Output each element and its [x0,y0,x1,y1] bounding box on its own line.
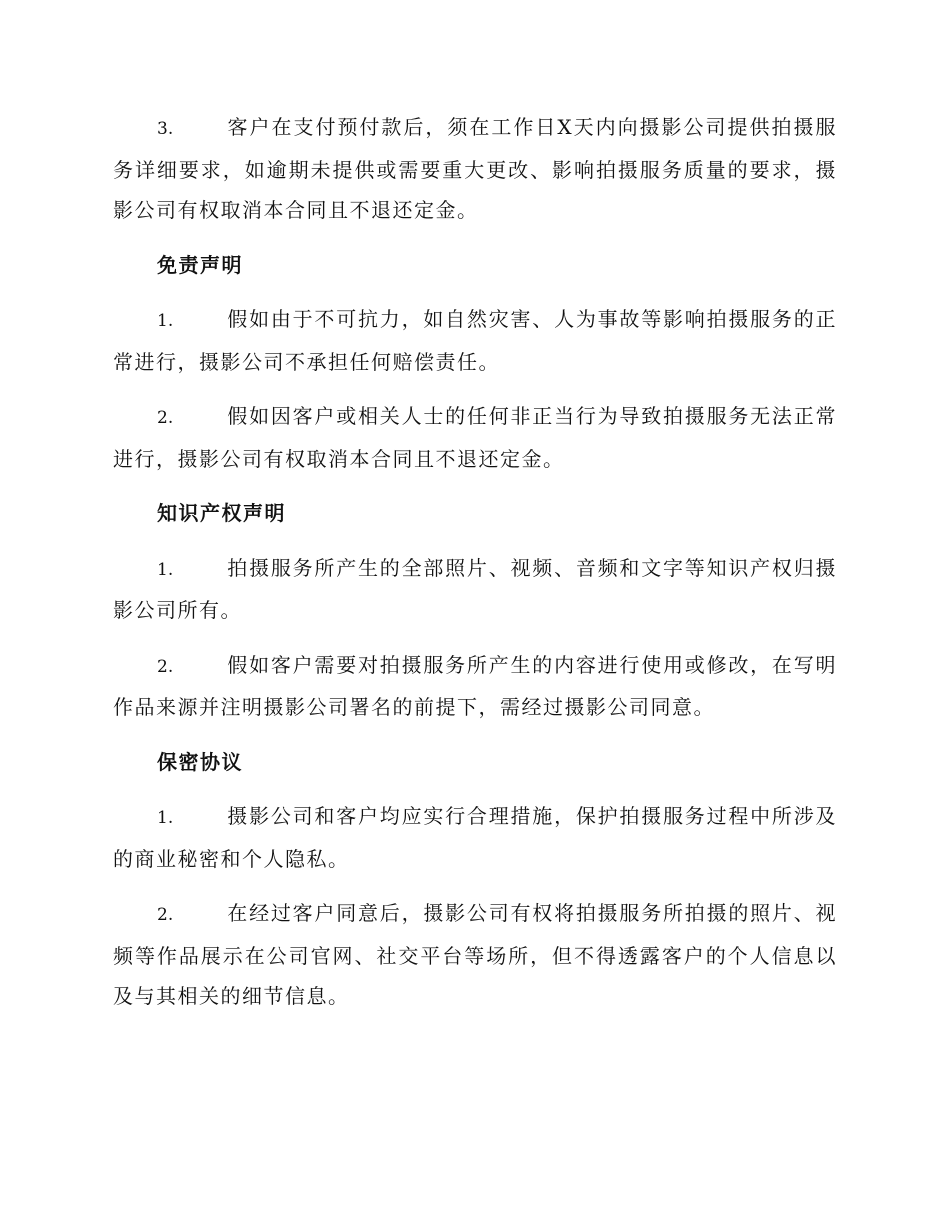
document-body [113,107,837,1031]
ip-clause-2 [113,645,837,728]
section-heading-confidentiality: 保密协议 [157,749,243,774]
clause-3 [113,107,837,231]
confidentiality-clause-1 [113,796,837,879]
clause-number: 2. [157,656,174,677]
clause-number: 1. [157,311,174,331]
clause-text: 在经过客户同意后，摄影公司有权将拍摄服务所拍摄的照片、视频等作品展示在公司官网、社交平台等场所，但不得透露客户的个人信息以及与其相关的细节信息。 [113,901,837,1008]
clause-number: 1. [157,559,174,580]
clause-number: 2. [157,905,174,925]
clause-text: 客户在支付预付款后，须在工作日X天内向摄影公司提供拍摄服务详细要求，如逾期未提供或需要重大更改、影响拍摄服务质量的要求，摄影公司有权取消本合同且不退还定金。 [113,115,837,222]
clause-number: 1. [157,808,174,828]
clause-text: 拍摄服务所产生的全部照片、视频、音频和文字等知识产权归摄影公司所有。 [113,555,837,622]
clause-number: 3. [157,119,174,139]
section-heading-disclaimer: 免责声明 [157,252,243,277]
disclaimer-clause-1 [113,299,837,382]
clause-text: 假如客户需要对拍摄服务所产生的内容进行使用或修改，在写明作品来源并注明摄影公司署名的前提下，需经过摄影公司同意。 [113,652,837,719]
clause-text: 假如由于不可抗力，如自然灾害、人为事故等影响拍摄服务的正常进行，摄影公司不承担任何赔偿责任。 [113,307,837,374]
ip-clause-1 [113,548,837,631]
confidentiality-clause-2 [113,893,837,1017]
section-heading-ip: 知识产权声明 [157,501,286,525]
clause-text: 假如因客户或相关人士的任何非正当行为导致拍摄服务无法正常进行，摄影公司有权取消本合同且不退还定金。 [113,404,837,471]
clause-number: 2. [157,408,174,428]
clause-text: 摄影公司和客户均应实行合理措施，保护拍摄服务过程中所涉及的商业秘密和个人隐私。 [113,804,837,871]
disclaimer-clause-2 [113,396,837,479]
